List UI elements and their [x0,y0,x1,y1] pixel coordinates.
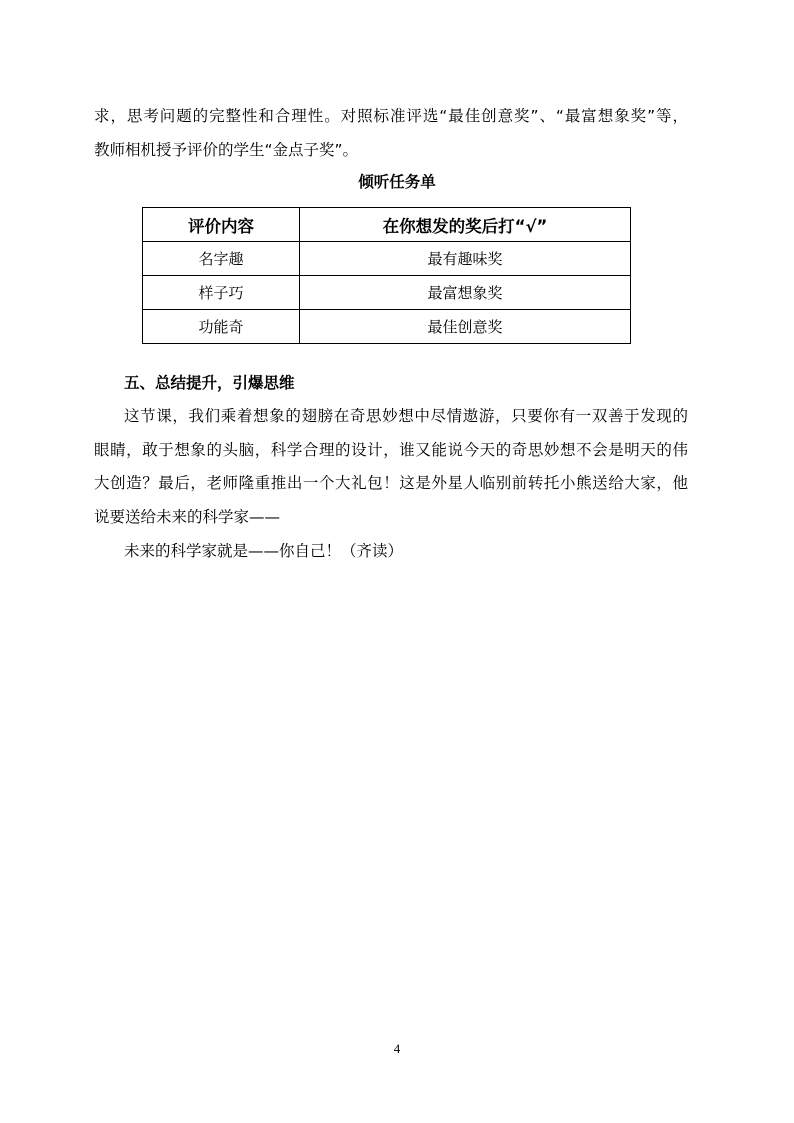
table-cell: 最有趣味奖 [300,242,631,276]
intro-paragraph-line-1: 求，思考问题的完整性和合理性。对照标准评选“最佳创意奖”、“最富想象奖”等， [94,107,688,125]
table-header-cell: 评价内容 [143,208,300,242]
table-header-cell: 在你想发的奖后打“√” [300,208,631,242]
section-paragraph-line-1: 这节课，我们乘着想象的翅膀在奇思妙想中尽情遨游，只要你有一双善于发现的 [124,407,688,425]
section-paragraph-line-2: 眼睛，敢于想象的头脑，科学合理的设计，谁又能说今天的奇思妙想不会是明天的伟 [94,441,688,459]
table-row [143,242,631,276]
table-title: 倾听任务单 [358,173,436,191]
table-cell: 样子巧 [143,276,300,310]
section-paragraph-line-4: 说要送给未来的科学家—— [94,508,281,526]
table-cell: 最佳创意奖 [300,310,631,344]
table-row [143,276,631,310]
intro-paragraph-line-2: 教师相机授予评价的学生“金点子奖”。 [94,141,359,159]
table-cell: 最富想象奖 [300,276,631,310]
closing-line: 未来的科学家就是——你自己！（齐读） [124,542,404,560]
evaluation-table [142,207,631,344]
section-heading: 五、总结提升，引爆思维 [124,374,295,392]
table-cell: 功能奇 [143,310,300,344]
table-header-row [143,208,631,242]
table-row [143,310,631,344]
table-cell: 名字趣 [143,242,300,276]
section-paragraph-line-3: 大创造？最后，老师隆重推出一个大礼包！这是外星人临别前转托小熊送给大家，他 [94,474,688,492]
page-number: 4 [393,1041,401,1056]
